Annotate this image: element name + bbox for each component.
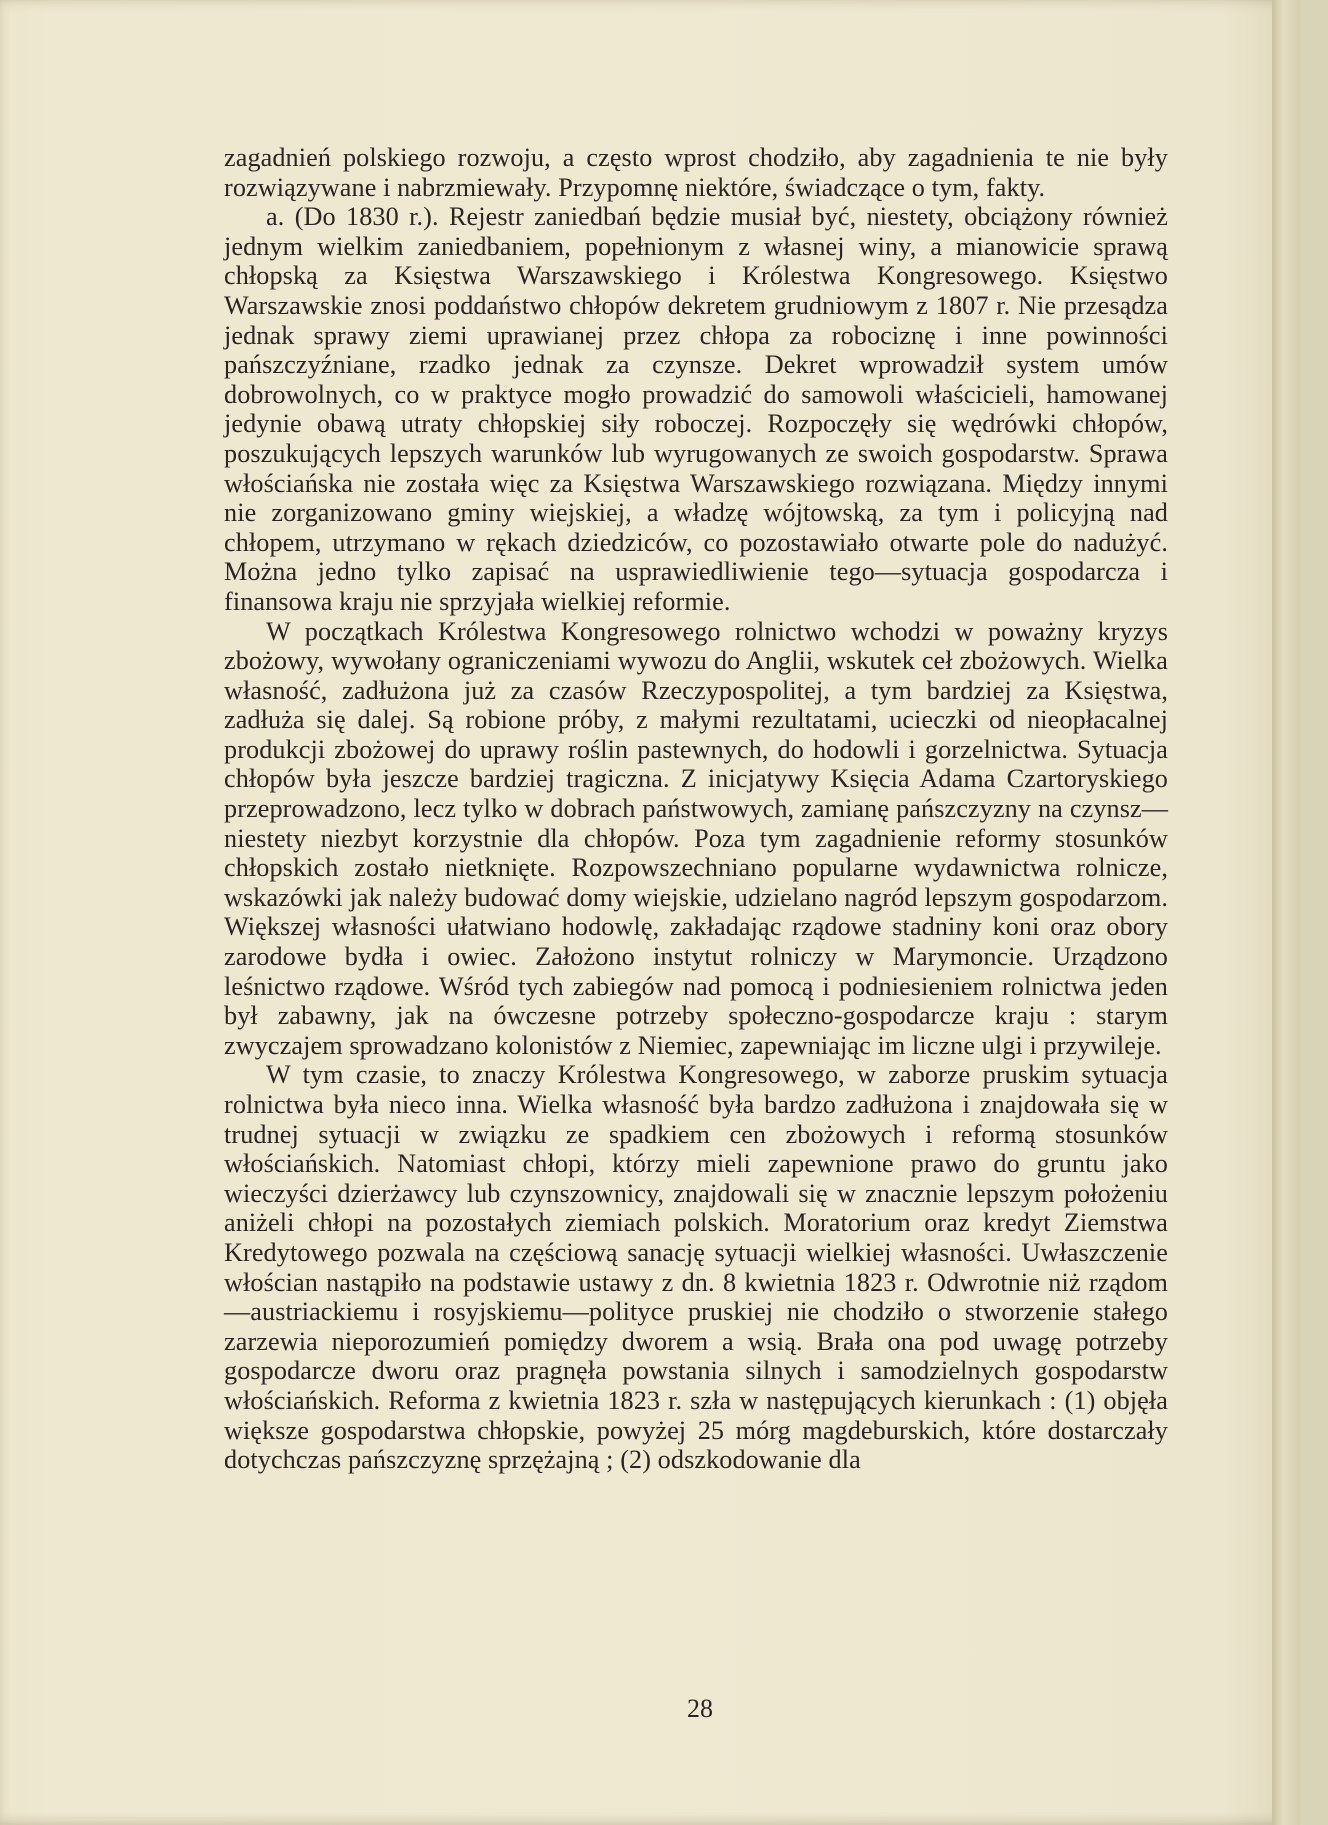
paragraph-prussian-partition: W tym czasie, to znaczy Królestwa Kongresowego, w zaborze pruskim sytuacja rolnictwa była nieco inna. Wielka własność była bardzo zadłużona i znajdowała się w trudnej sytuacji w związku ze spadkiem cen zbożowych i reformą stosunków włościańskich. Natomiast chłopi, którzy mieli zapewnione prawo do gruntu jako wieczyści dzierżawcy lub czynszownicy, znajdowali się w znacznie lepszym położeniu aniżeli chłopi na pozostałych ziemiach polskich. Moratorium oraz kredyt Ziemstwa Kredytowego pozwala na częściową sanację sytuacji wielkiej własności. Uwłaszczenie włościan nastąpiło na podstawie ustawy z dn. 8 kwietnia 1823 r. Odwrotnie niż rządom—austriackiemu i rosyjskiemu—polityce pruskiej nie chodziło o stworzenie stałego zarzewia nieporozumień pomiędzy dworem a wsią. Brała ona pod uwagę potrzeby gospodarcze dworu oraz pragnęła powstania silnych i samodzielnych gospodarstw włościańskich. Reforma z kwietnia 1823 r. szła w następujących kierunkach : (1) objęła większe gospodarstwa chłopskie, powyżej 25 mórg magdeburskich, które dostarczały dotychczas pańszczyznę sprzężajną ; (2) odszkodowanie dla (224, 1060, 1168, 1475)
body-text (224, 143, 1168, 1475)
paragraph-continuation: zagadnień polskiego rozwoju, a często wprost chodziło, aby zagadnienia te nie były rozwiązywane i nabrzmiewały. Przypomnę niektóre, świadczące o tym, fakty. (224, 143, 1168, 202)
paragraph-kingdom-agriculture: W początkach Królestwa Kongresowego rolnictwo wchodzi w poważny kryzys zbożowy, wywołany ograniczeniami wywozu do Anglii, wskutek ceł zbożowych. Wielka własność, zadłużona już za czasów Rzeczypospolitej, a tym bardziej za Księstwa, zadłuża się dalej. Są robione próby, z małymi rezultatami, ucieczki od nieopłacalnej produkcji zbożowej do uprawy roślin pastewnych, do hodowli i gorzelnictwa. Sytuacja chłopów była jeszcze bardziej tragiczna. Z inicjatywy Księcia Adama Czartoryskiego przeprowadzono, lecz tylko w dobrach państwowych, zamianę pańszczyzny na czynsz—niestety niezbyt korzystnie dla chłopów. Poza tym zagadnienie reformy stosunków chłopskich zostało nietknięte. Rozpowszechniano popularne wydawnictwa rolnicze, wskazówki jak należy budować domy wiejskie, udzielano nagród lepszym gospodarzom. Większej własności ułatwiano hodowlę, zakładając rządowe stadniny koni oraz obory zarodowe bydła i owiec. Założono instytut rolniczy w Marymoncie. Urządzono leśnictwo rządowe. Wśród tych zabiegów nad pomocą i podniesieniem rolnictwa jeden był zabawny, jak na ówczesne potrzeby społeczno-gospodarcze kraju : starym zwyczajem sprowadzano kolonistów z Niemiec, zapewniając im liczne ulgi i przywileje. (224, 616, 1168, 1060)
page-number: 28 (687, 1694, 713, 1723)
paragraph-a-1830: a. (Do 1830 r.). Rejestr zaniedbań będzie musiał być, niestety, obciążony również jednym wielkim zaniedbaniem, popełnionym z własnej winy, a mianowicie sprawą chłopską za Księstwa Warszawskiego i Królestwa Kongresowego. Księstwo Warszawskie znosi poddaństwo chłopów dekretem grudniowym z 1807 r. Nie przesądza jednak sprawy ziemi uprawianej przez chłopa za robociznę i inne powinności pańszczyźniane, rzadko jednak za czynsze. Dekret wprowadził system umów dobrowolnych, co w praktyce mogło prowadzić do samowoli właścicieli, hamowanej jedynie obawą utraty chłopskiej siły roboczej. Rozpoczęły się wędrówki chłopów, poszukujących lepszych warunków lub wyrugowanych ze swoich gospodarstw. Sprawa włościańska nie została więc za Księstwa Warszawskiego rozwiązana. Między innymi nie zorganizowano gminy wiejskiej, a władzę wójtowską, za tym i policyjną nad chłopem, utrzymano w rękach dziedziców, co pozostawiało otwarte pole do nadużyć. Można jedno tylko zapisać na usprawiedliwienie tego—sytuacja gospodarcza i finansowa kraju nie sprzyjała wielkiej reformie. (224, 202, 1168, 616)
page-edge (1272, 0, 1300, 1825)
